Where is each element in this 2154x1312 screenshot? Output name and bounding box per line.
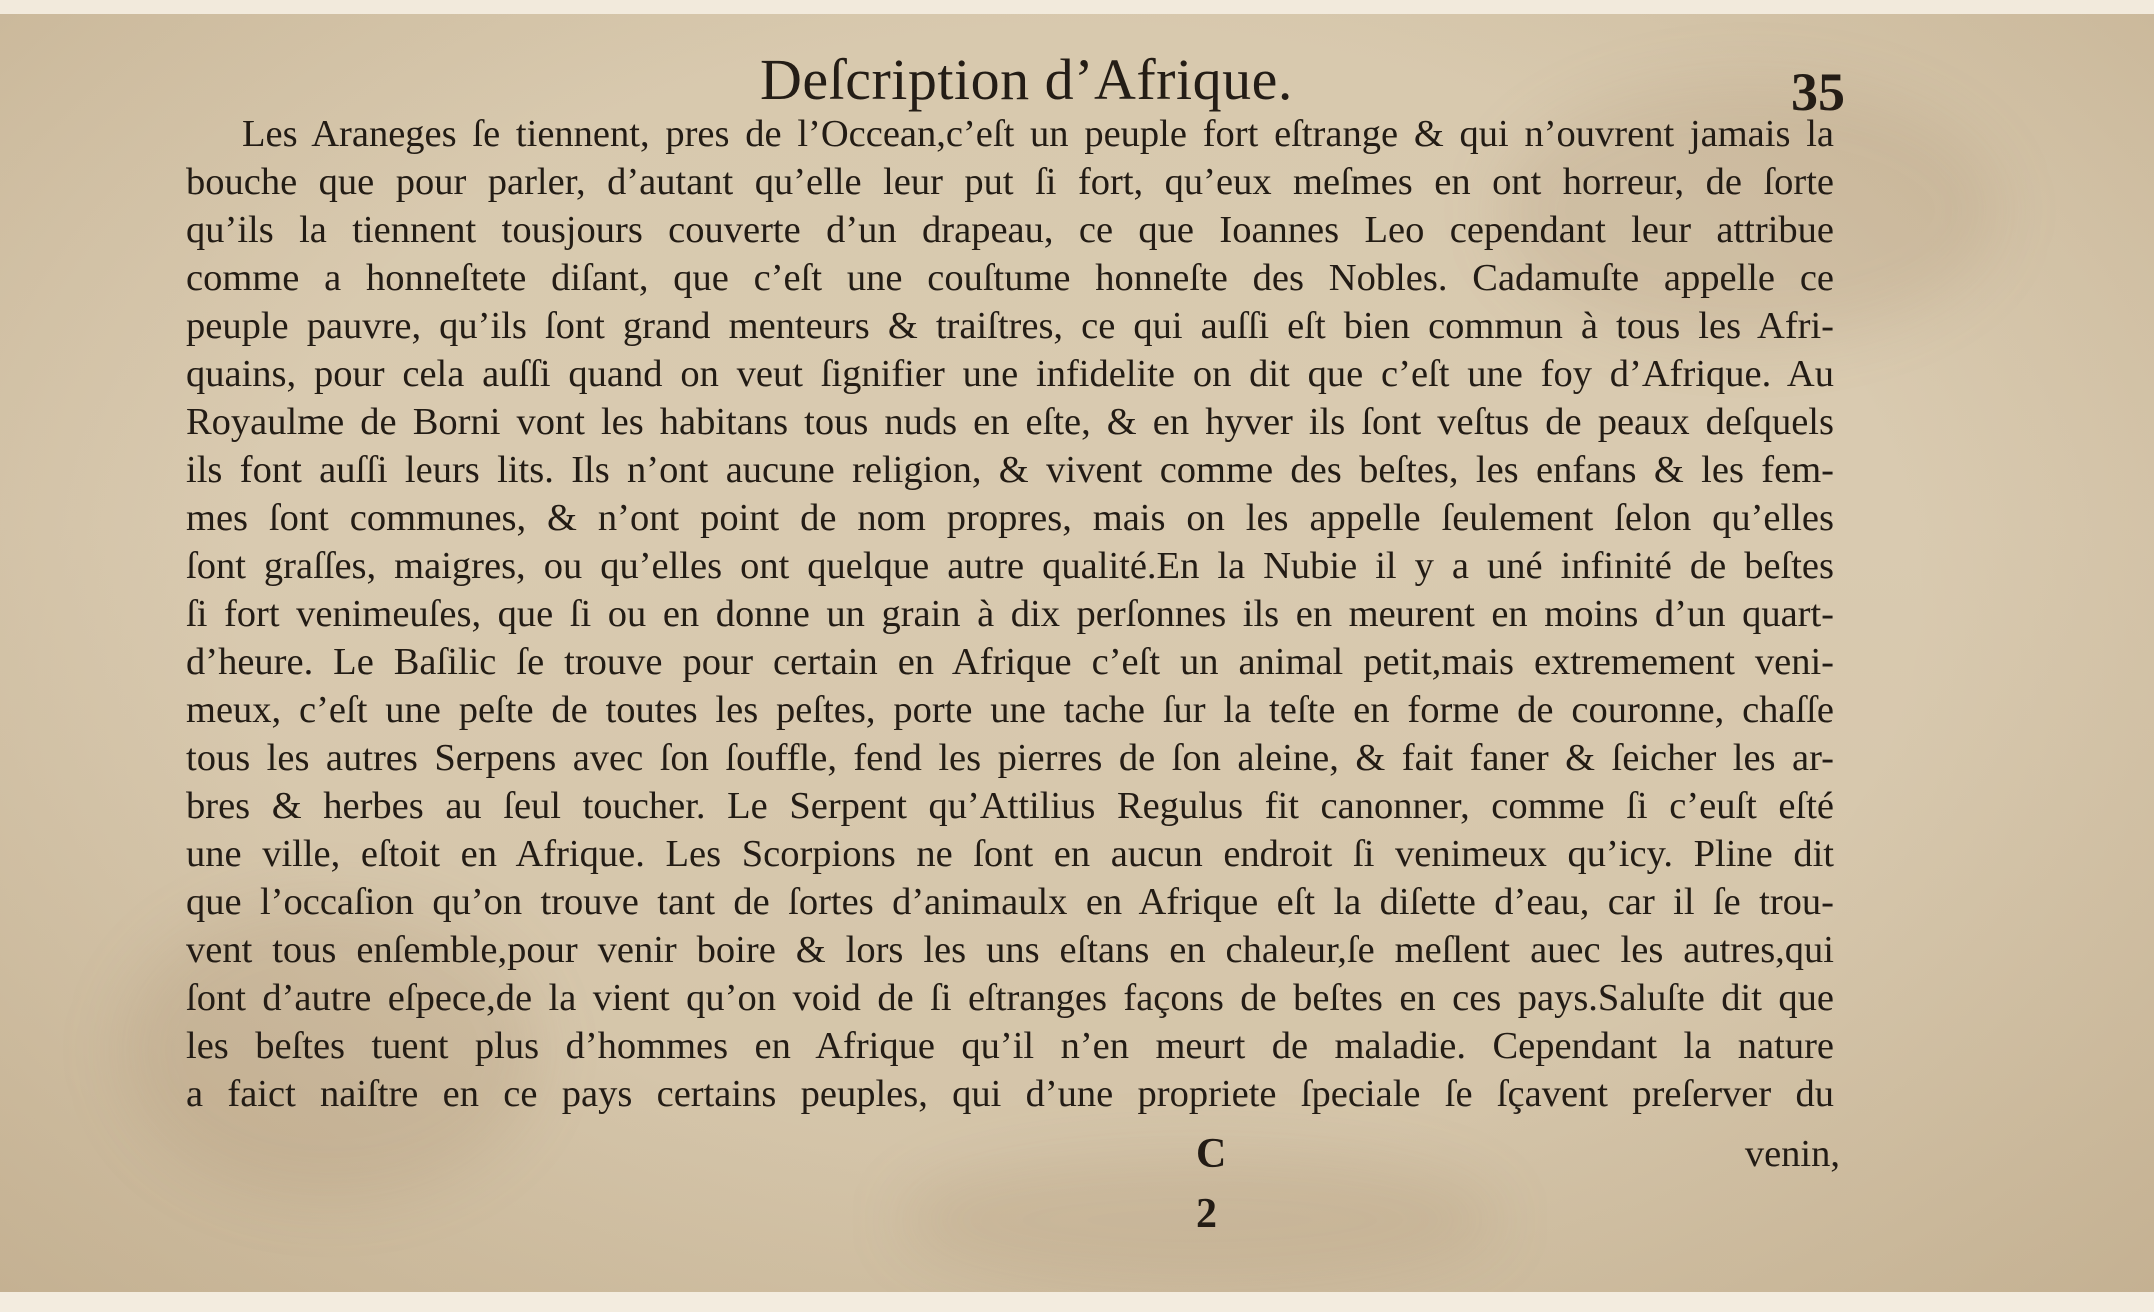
page-number: 35 bbox=[1791, 62, 1845, 122]
text-line: ſi fort venimeuſes, que ſi ou en donne un grain à dix perſonnes ils en meurent en moins d’un quart- bbox=[186, 593, 1834, 635]
text-line: peuple pauvre, qu’ils ſont grand menteurs & traiſtres, ce qui auſſi eſt bien commun à tous les Afri- bbox=[186, 305, 1834, 347]
text-line: vent tous enſemble,pour venir boire & lors les uns eſtans en chaleur,ſe meſlent auec les autres,qui bbox=[186, 929, 1834, 971]
text-line: a faict naiſtre en ce pays certains peuples, qui d’une propriete ſpeciale ſe ſçavent preſerver du bbox=[186, 1073, 1834, 1115]
text-line: ſont d’autre eſpece,de la vient qu’on void de ſi eſtranges façons de beſtes en ces pays.Saluſte dit que bbox=[186, 977, 1834, 1019]
body-text bbox=[186, 110, 1834, 1118]
text-line: bouche que pour parler, d’autant qu’elle leur put ſi fort, qu’eux meſmes en ont horreur, de ſorte bbox=[186, 161, 1834, 203]
page-title: Deſcription d’Afrique. bbox=[760, 47, 1293, 112]
text-line: d’heure. Le Baſilic ſe trouve pour certain en Afrique c’eſt un animal petit,mais extremement veni- bbox=[186, 641, 1834, 683]
text-line: comme a honneſtete diſant, que c’eſt une couſtume honneſte des Nobles. Cadamuſte appelle ce bbox=[186, 257, 1834, 299]
text-line: ſont graſſes, maigres, ou qu’elles ont quelque autre qualité.En la Nubie il y a uné infinité de beſtes bbox=[186, 545, 1834, 587]
text-line: qu’ils la tiennent tousjours couverte d’un drapeau, ce que Ioannes Leo cependant leur attribue bbox=[186, 209, 1834, 251]
signature-mark: C 2 bbox=[1196, 1131, 1259, 1237]
running-head bbox=[0, 40, 2154, 120]
text-line: Royaulme de Borni vont les habitans tous nuds en eſte, & en hyver ils ſont veſtus de peaux deſquels bbox=[186, 401, 1834, 443]
text-line: quains, pour cela auſſi quand on veut ſignifier une infidelite on dit que c’eſt une foy d’Afrique. Au bbox=[186, 353, 1834, 395]
text-line: tous les autres Serpens avec ſon ſouffle, fend les pierres de ſon aleine, & fait faner & ſeicher les ar- bbox=[186, 737, 1834, 779]
scan-border-bottom bbox=[0, 1292, 2154, 1312]
text-line: ils font auſſi leurs lits. Ils n’ont aucune religion, & vivent comme des beſtes, les enfans & les fem- bbox=[186, 449, 1834, 491]
text-line: une ville, eſtoit en Afrique. Les Scorpions ne ſont en aucun endroit ſi venimeux qu’icy. Pline dit bbox=[186, 833, 1834, 875]
text-line: Les Araneges ſe tiennent, pres de l’Occean,c’eſt un peuple fort eſtrange & qui n’ouvrent jamais la bbox=[242, 113, 1834, 155]
scan-border-top bbox=[0, 0, 2154, 14]
text-line: mes ſont communes, & n’ont point de nom propres, mais on les appelle ſeulement ſelon qu’elles bbox=[186, 497, 1834, 539]
text-line: bres & herbes au ſeul toucher. Le Serpent qu’Attilius Regulus fit canonner, comme ſi c’euſt eſté bbox=[186, 785, 1834, 827]
page-footer bbox=[0, 1124, 2154, 1237]
text-line: les beſtes tuent plus d’hommes en Afrique qu’il n’en meurt de maladie. Cependant la nature bbox=[186, 1025, 1834, 1067]
text-line: que l’occaſion qu’on trouve tant de ſortes d’animaulx en Afrique eſt la diſette d’eau, car il ſe trou- bbox=[186, 881, 1834, 923]
text-line: meux, c’eſt une peſte de toutes les peſtes, porte une tache ſur la teſte en forme de couronne, chaſſe bbox=[186, 689, 1834, 731]
catchword: venin, bbox=[1744, 1133, 1840, 1175]
